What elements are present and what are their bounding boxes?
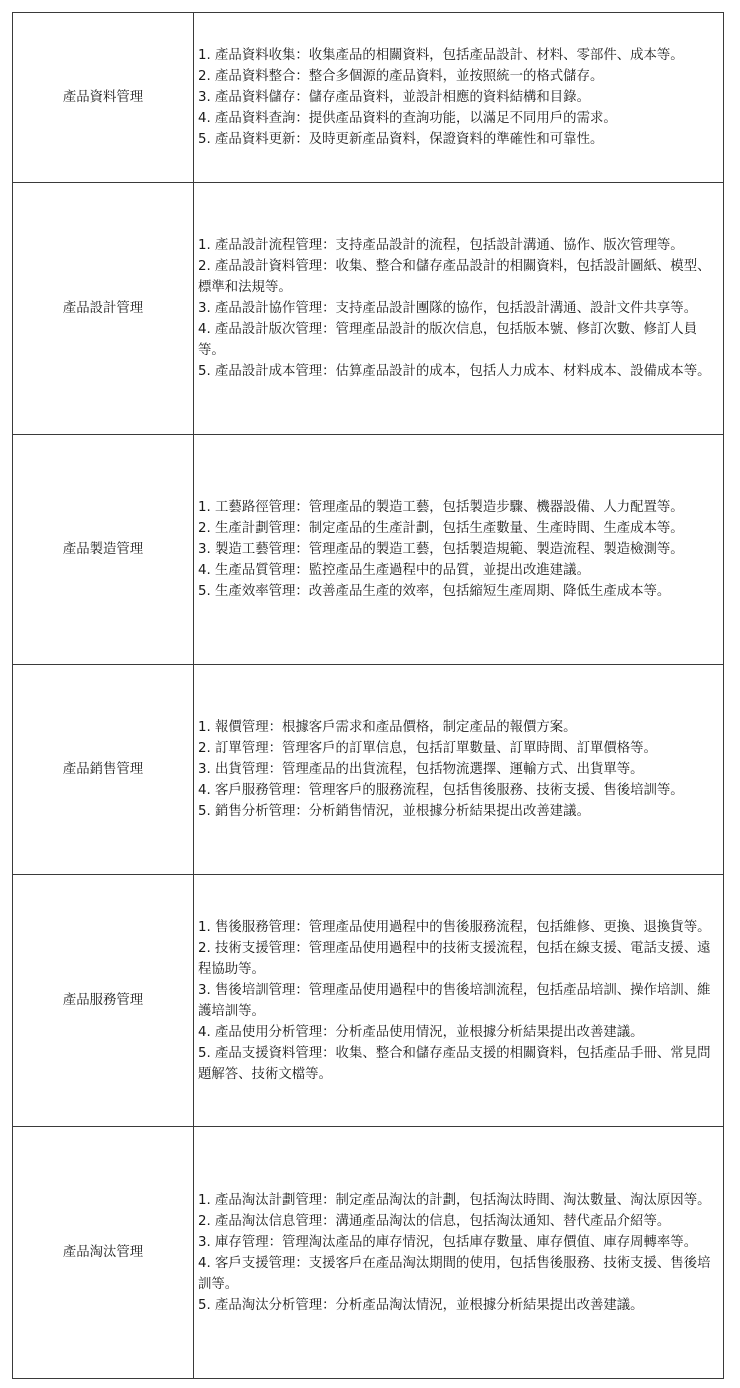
list-item: 2. 產品淘汰信息管理：溝通產品淘汰的信息，包括淘汰通知、替代產品介紹等。 <box>198 1213 671 1229</box>
description-cell <box>194 665 724 875</box>
list-item: 1. 售後服務管理：管理產品使用過程中的售後服務流程，包括維修、更換、退換貨等。 <box>198 919 711 935</box>
list-item: 5. 產品淘汰分析管理：分析產品淘汰情況，並根據分析結果提出改善建議。 <box>198 1297 644 1313</box>
description-cell <box>194 183 724 435</box>
list-item: 3. 製造工藝管理：管理產品的製造工藝，包括製造規範、製造流程、製造檢測等。 <box>198 542 684 557</box>
product-management-table <box>12 12 724 1379</box>
table-row <box>13 665 724 875</box>
category-cell: 產品設計管理 <box>13 183 194 435</box>
list-item: 4. 客戶支援管理：支援客戶在產品淘汰期間的使用，包括售後服務、技術支援、售後培訓等。 <box>198 1255 711 1292</box>
category-cell: 產品淘汰管理 <box>13 1127 194 1379</box>
table-row <box>13 183 724 435</box>
list-item: 5. 產品資料更新：及時更新產品資料，保證資料的準確性和可靠性。 <box>198 132 604 147</box>
description-cell <box>194 13 724 183</box>
list-item: 3. 出貨管理：管理產品的出貨流程，包括物流選擇、運輸方式、出貨單等。 <box>198 762 644 777</box>
list-item: 2. 技術支援管理：管理產品使用過程中的技術支援流程，包括在線支援、電話支援、遠程協助等。 <box>198 940 711 977</box>
category-cell: 產品銷售管理 <box>13 665 194 875</box>
list-item: 2. 訂單管理：管理客戶的訂單信息，包括訂單數量、訂單時間、訂單價格等。 <box>198 741 657 756</box>
table-row <box>13 875 724 1127</box>
list-item: 1. 報價管理：根據客戶需求和產品價格，制定產品的報價方案。 <box>198 720 577 735</box>
table-row <box>13 1127 724 1379</box>
list-item: 5. 產品設計成本管理：估算產品設計的成本，包括人力成本、材料成本、設備成本等。 <box>198 364 711 379</box>
list-item: 3. 庫存管理：管理淘汰產品的庫存情況，包括庫存數量、庫存價值、庫存周轉率等。 <box>198 1234 698 1250</box>
list-item: 1. 產品淘汰計劃管理：制定產品淘汰的計劃，包括淘汰時間、淘汰數量、淘汰原因等。 <box>198 1192 711 1208</box>
list-item: 5. 銷售分析管理：分析銷售情況，並根據分析結果提出改善建議。 <box>198 804 590 819</box>
list-item: 5. 生產效率管理：改善產品生產的效率，包括縮短生產周期、降低生產成本等。 <box>198 584 671 599</box>
description-cell <box>194 1127 724 1379</box>
list-item: 4. 客戶服務管理：管理客戶的服務流程，包括售後服務、技術支援、售後培訓等。 <box>198 783 684 798</box>
list-item: 3. 產品資料儲存：儲存產品資料，並設計相應的資料結構和目錄。 <box>198 90 590 105</box>
list-item: 5. 產品支援資料管理：收集、整合和儲存產品支援的相關資料，包括產品手冊、常見問題解答、技術文檔等。 <box>198 1045 711 1082</box>
description-cell <box>194 435 724 665</box>
list-item: 4. 生產品質管理：監控產品生產過程中的品質，並提出改進建議。 <box>198 563 590 578</box>
table-row <box>13 435 724 665</box>
list-item: 1. 產品資料收集：收集產品的相關資料，包括產品設計、材料、零部件、成本等。 <box>198 48 684 63</box>
description-cell <box>194 875 724 1127</box>
list-item: 1. 工藝路徑管理：管理產品的製造工藝，包括製造步驟、機器設備、人力配置等。 <box>198 500 684 515</box>
list-item: 4. 產品設計版次管理：管理產品設計的版次信息，包括版本號、修訂次數、修訂人員等。 <box>198 322 698 358</box>
document-table-wrapper <box>12 12 724 1379</box>
list-item: 4. 產品資料查詢：提供產品資料的查詢功能，以滿足不同用戶的需求。 <box>198 111 617 126</box>
category-cell: 產品服務管理 <box>13 875 194 1127</box>
category-cell: 產品製造管理 <box>13 435 194 665</box>
table-row <box>13 13 724 183</box>
category-cell: 產品資料管理 <box>13 13 194 183</box>
list-item: 3. 售後培訓管理：管理產品使用過程中的售後培訓流程，包括產品培訓、操作培訓、維護培訓等。 <box>198 982 711 1019</box>
list-item: 3. 產品設計協作管理：支持產品設計團隊的協作，包括設計溝通、設計文件共享等。 <box>198 301 698 316</box>
list-item: 2. 產品設計資料管理：收集、整合和儲存產品設計的相關資料，包括設計圖紙、模型、標準和法規等。 <box>198 259 711 295</box>
list-item: 1. 產品設計流程管理：支持產品設計的流程，包括設計溝通、協作、版次管理等。 <box>198 238 684 253</box>
list-item: 2. 生產計劃管理：制定產品的生產計劃，包括生產數量、生產時間、生產成本等。 <box>198 521 684 536</box>
list-item: 2. 產品資料整合：整合多個源的產品資料，並按照統一的格式儲存。 <box>198 69 604 84</box>
list-item: 4. 產品使用分析管理：分析產品使用情況，並根據分析結果提出改善建議。 <box>198 1024 644 1040</box>
